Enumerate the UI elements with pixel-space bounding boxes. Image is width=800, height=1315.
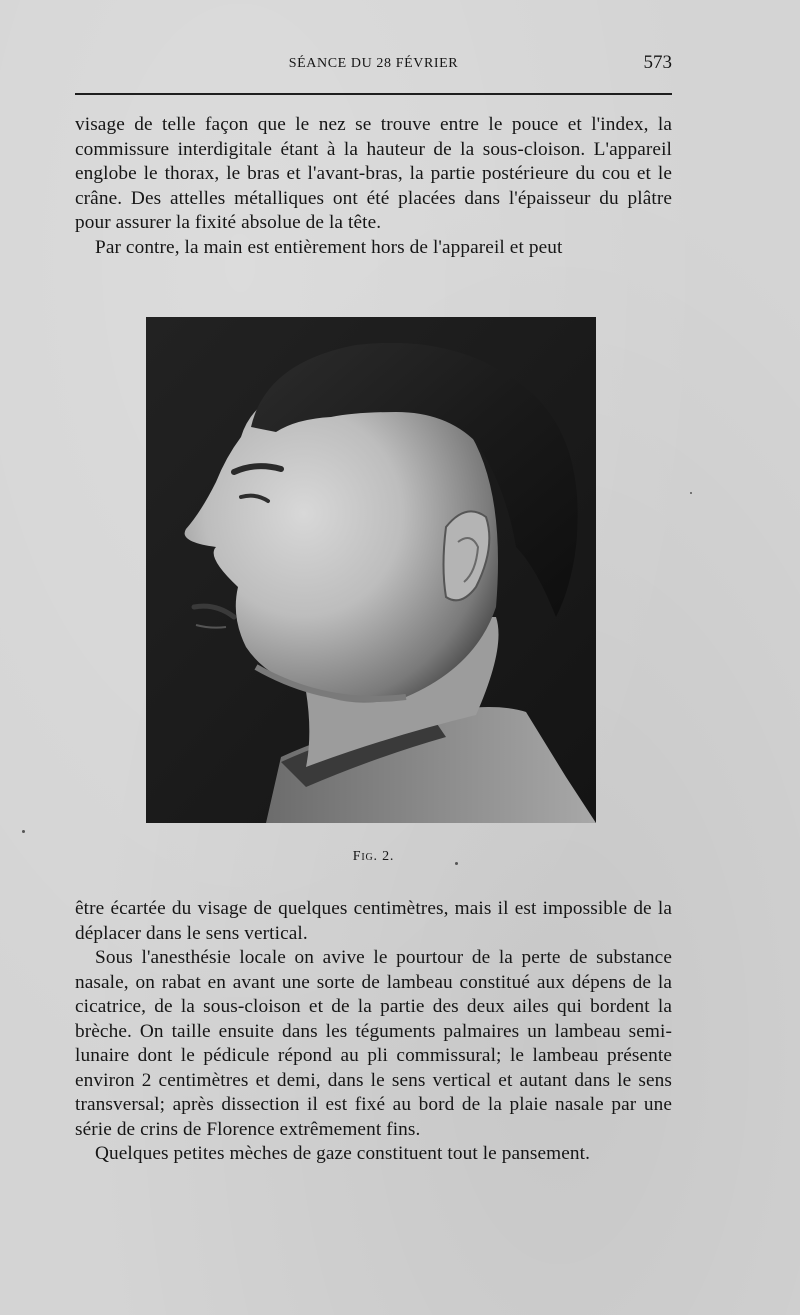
text-block-bottom: [75, 897, 672, 1167]
paragraph: Quelques petites mèches de gaze constituent tout le pansement.: [95, 1143, 591, 1164]
paragraph: Sous l'anesthésie locale on avive le pourtour de la perte de substance nasale, on rabat en avant une sorte de lambeau constitué aux dépens de la cicatrice, de la sous-cloison et de la partie des deux ailes qui bordent la brèche. On taille ensuite dans les téguments palmaires un lambeau semi-lunaire dont le pédicule répond au pli commissural; le lambeau présente environ 2 centimètres et demi, dans le sens vertical et autant dans le sens transversal; après dissection il est fixé au bord de la plaie nasale par une série de crins de Florence extrêmement fins.: [75, 947, 672, 1140]
paragraph-continued: Par contre, la main est entièrement hors de l'appareil et peut: [95, 236, 563, 258]
paper-speck: [22, 830, 25, 833]
paper-speck: [690, 492, 692, 494]
profile-portrait-image: [146, 317, 596, 823]
text-block-top: [75, 113, 672, 260]
running-head: [75, 50, 672, 78]
portrait-photograph: [146, 317, 596, 823]
paragraph-continued-end: être écartée du visage de quelques centimètres, mais il est impossible de la déplacer dans le sens vertical.: [75, 898, 672, 944]
page-number: 573: [643, 52, 672, 73]
paragraph: visage de telle façon que le nez se trouve entre le pouce et l'index, la commissure interdigitale étant à la hauteur de la sous-cloison. L'appareil englobe le thorax, le bras et l'avant-bras, la partie postérieure du cou et le crâne. Des attelles métalliques ont été placées dans l'épaisseur du plâtre pour assurer la fixité absolue de la tête.: [75, 114, 672, 233]
paper-speck: [455, 862, 458, 865]
header-rule: [75, 93, 672, 95]
running-title: SÉANCE DU 28 FÉVRIER: [288, 56, 459, 71]
figure-caption: Fig. 2.: [352, 849, 395, 864]
